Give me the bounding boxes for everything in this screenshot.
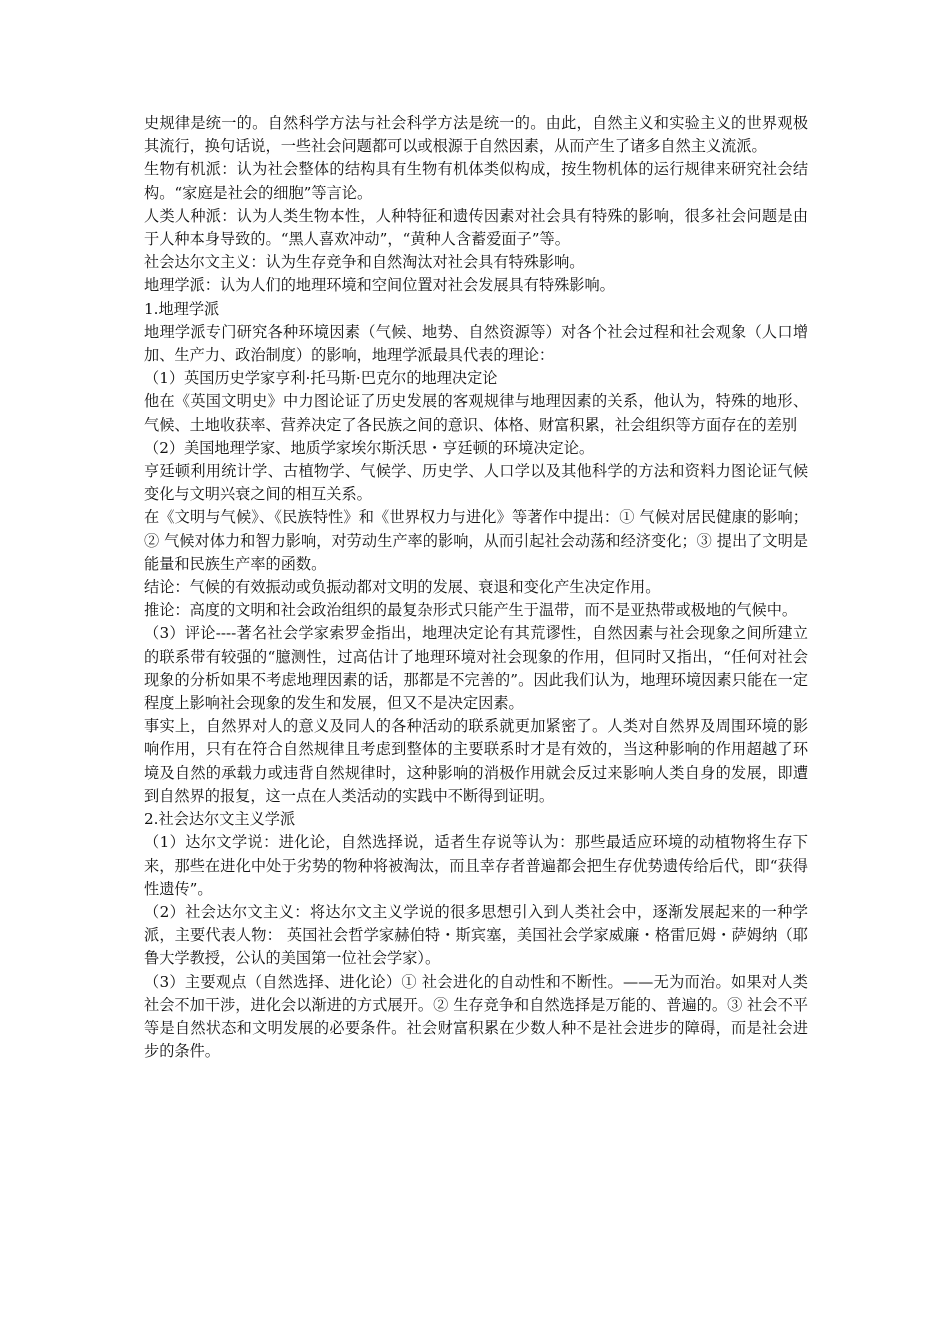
huntington-method-paragraph: 亨廷顿利用统计学、古植物学、气候学、历史学、人口学以及其他科学的方法和资料力图论证气候变化与文明兴衰之间的相互关系。 [144,462,808,504]
intro-paragraph: 史规律是统一的。自然科学方法与社会科学方法是统一的。由此，自然主义和实验主义的世界观极其流行，换句话说，一些社会问题都可以或根源于自然因素，从而产生了诸多自然主义流派。 [144,114,808,156]
darwin-theory-paragraph: （1）达尔文学说：进化论，自然选择说，适者生存说等认为：那些最适应环境的动植物将生存下来，那些在进化中处于劣势的物种将被淘汰，而且幸存者普遍都会把生存优势遗传给后代，即“获得性遗传”。 [144,833,808,898]
section-heading-geographic-school: 1.地理学派 [144,299,220,318]
document-page [144,112,808,1063]
geographic-school-definition-paragraph: 地理学派：认为人们的地理环境和空间位置对社会发展具有特殊影响。 [144,276,615,295]
biological-organic-school-paragraph: 生物有机派：认为社会整体的结构具有生物有机体类似构成，按生物机体的运行规律来研究社会结构。“家庭是社会的细胞”等言论。 [144,160,808,202]
huntington-works-paragraph: 在《文明与气候》、《民族特性》和《世界权力与进化》等著作中提出：① 气候对居民健康的影响；② 气候对体力和智力影响，对劳动生产率的影响，从而引起社会动荡和经济变化；③ 提出了文明是能量和民族生产率的函数。 [144,508,808,573]
inference-paragraph: 推论：高度的文明和社会政治组织的最复杂形式只能产生于温带，而不是亚热带或极地的气候中。 [144,601,798,620]
social-darwinism-definition-paragraph: 社会达尔文主义：认为生存竞争和自然淘汰对社会具有特殊影响。 [144,253,585,272]
geographic-school-overview-paragraph: 地理学派专门研究各种环境因素（气候、地势、自然资源等）对各个社会过程和社会观象（人口增加、生产力、政治制度）的影响，地理学派最具代表的理论： [144,322,808,365]
critique-paragraph: （3）评论----著名社会学家索罗金指出，地理决定论有其荒谬性，自然因素与社会现象之间所建立的联系带有较强的“臆测性，过高估计了地理环境对社会现象的作用，但同时又指出，“任何对社会现象的分析如果不考虑地理因素的话，那都是不完善的”。因此我们认为，地理环境因素只能在一定程度上影响社会现象的发生和发展，但又不是决定因素。 [144,624,808,713]
section-heading-social-darwinism: 2.社会达尔文主义学派 [144,810,296,829]
main-viewpoints-paragraph: （3）主要观点（自然选择、进化论）① 社会进化的自动性和不断性。——无为而治。如果对人类社会不加干涉，进化会以渐进的方式展开。② 生存竞争和自然选择是万能的、普遍的。③ 社会不平等是自然状态和文明发展的必要条件。社会财富积累在少数人种不是社会进步的障碍，而是社会进步的条件。 [144,972,808,1061]
nature-human-relation-paragraph: 事实上，自然界对人的意义及同人的各种活动的联系就更加紧密了。人类对自然界及周围环境的影响作用，只有在符合自然规律且考虑到整体的主要联系时才是有效的，当这种影响的作用超越了环境及自然的承载力或违背自然规律时，这种影响的消极作用就会反过来影响人类自身的发展，即遭到自然界的报复，这一点在人类活动的实践中不断得到证明。 [144,717,808,805]
social-darwinism-paragraph: （2）社会达尔文主义：将达尔文主义学说的很多思想引入到人类社会中，逐渐发展起来的一种学派，主要代表人物： 英国社会哲学家赫伯特・斯宾塞，美国社会学家威廉・格雷厄姆・萨姆纳（耶鲁大学教授，公认的美国第一位社会学家）。 [144,902,808,968]
conclusion-paragraph: 结论：气候的有效振动或负振动都对文明的发展、衰退和变化产生决定作用。 [144,578,661,597]
racial-school-paragraph: 人类人种派：认为人类生物本性，人种特征和遗传因素对社会具有特殊的影响，很多社会问题是由于人种本身导致的。“黑人喜欢冲动”，“黄种人含蓄爱面子”等。 [144,206,808,249]
buckle-theory-paragraph: 他在《英国文明史》中力图论证了历史发展的客观规律与地理因素的关系，他认为，特殊的地形、气候、土地收获率、营养决定了各民族之间的意识、体格、财富积累，社会组织等方面存在的差别 [144,392,808,434]
subheading-buckle-theory: （1）英国历史学家亨利·托马斯·巴克尔的地理决定论 [144,369,498,388]
subheading-huntington-theory: （2）美国地理学家、地质学家埃尔斯沃思・亨廷顿的环境决定论。 [144,438,595,457]
